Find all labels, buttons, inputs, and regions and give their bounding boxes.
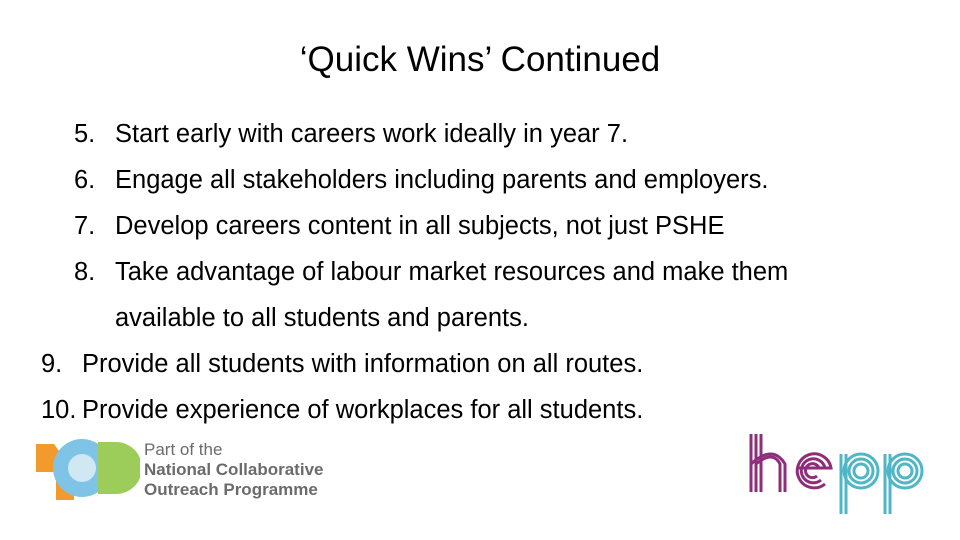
list-item bbox=[74, 111, 924, 157]
list-item bbox=[74, 157, 924, 203]
item-number: 10. bbox=[41, 396, 77, 424]
ncop-text bbox=[144, 440, 323, 500]
list-item bbox=[41, 341, 924, 387]
list-item bbox=[41, 387, 924, 433]
ncop-line1: Part of the bbox=[144, 440, 223, 459]
hepp-mark-icon bbox=[745, 430, 925, 516]
ncop-logo bbox=[36, 438, 356, 504]
hepp-logo bbox=[745, 430, 925, 516]
item-text: Engage all stakeholders including parents and employers. bbox=[115, 166, 769, 194]
item-text: available to all students and parents. bbox=[115, 304, 529, 332]
ncop-line2: National Collaborative bbox=[144, 460, 324, 479]
item-text: Develop careers content in all subjects, not just PSHE bbox=[115, 212, 725, 240]
list-item-continuation bbox=[74, 295, 924, 341]
item-text: Provide all students with information on all routes. bbox=[82, 350, 644, 378]
list-item bbox=[74, 203, 924, 249]
item-number: 7. bbox=[74, 212, 96, 240]
item-number: 6. bbox=[74, 166, 96, 194]
slide-title: ‘Quick Wins’ Continued bbox=[299, 40, 661, 79]
item-number: 9. bbox=[41, 350, 63, 378]
item-text: Start early with careers work ideally in year 7. bbox=[115, 120, 629, 148]
item-number: 8. bbox=[74, 258, 96, 286]
item-text: Take advantage of labour market resources and make them bbox=[115, 258, 789, 286]
quick-wins-list bbox=[41, 111, 924, 433]
ncop-line3: Outreach Programme bbox=[144, 480, 318, 499]
ncop-mark-icon bbox=[36, 438, 140, 504]
list-item bbox=[74, 249, 924, 295]
item-text: Provide experience of workplaces for all students. bbox=[82, 396, 644, 424]
item-number: 5. bbox=[74, 120, 96, 148]
